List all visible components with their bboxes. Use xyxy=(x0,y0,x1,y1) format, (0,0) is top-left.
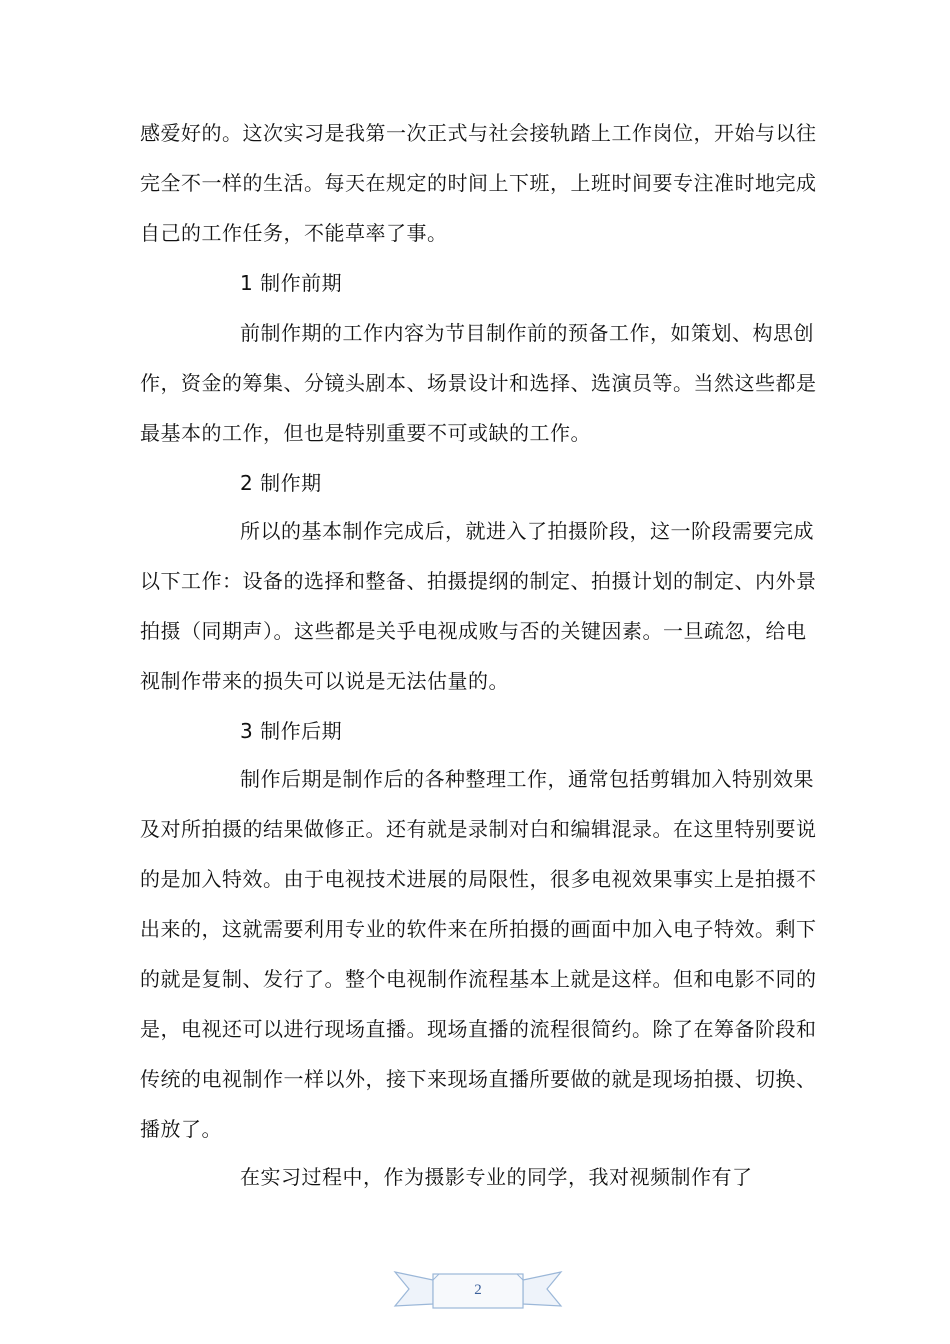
paragraph-line: 制作后期是制作后的各种整理工作，通常包括剪辑加入特别效果 xyxy=(240,767,814,791)
paragraph-line: 的就是复制、发行了。整个电视制作流程基本上就是这样。但和电影不同的 xyxy=(140,967,817,991)
paragraph-line: 完全不一样的生活。每天在规定的时间上下班，上班时间要专注准时地完成 xyxy=(140,171,817,195)
paragraph-line: 前制作期的工作内容为节目制作前的预备工作，如策划、构思创 xyxy=(240,321,814,345)
section-heading-pre-production: 1 制作前期 xyxy=(240,271,343,295)
paragraph-line: 及对所拍摄的结果做修正。还有就是录制对白和编辑混录。在这里特别要说 xyxy=(140,817,817,841)
paragraph-line: 在实习过程中，作为摄影专业的同学，我对视频制作有了 xyxy=(240,1165,753,1189)
paragraph-line: 的是加入特效。由于电视技术进展的局限性，很多电视效果事实上是拍摄不 xyxy=(140,867,817,891)
page-number: 2 xyxy=(474,1282,482,1298)
paragraph-line: 出来的，这就需要利用专业的软件来在所拍摄的画面中加入电子特效。剩下 xyxy=(140,917,817,941)
paragraph-line: 拍摄（同期声）。这些都是关乎电视成败与否的关键因素。一旦疏忽，给电 xyxy=(140,619,807,643)
paragraph-line: 作，资金的筹集、分镜头剧本、场景设计和选择、选演员等。当然这些都是 xyxy=(140,371,817,395)
paragraph-line: 传统的电视制作一样以外，接下来现场直播所要做的就是现场拍摄、切换、 xyxy=(140,1067,817,1091)
paragraph-line: 所以的基本制作完成后，就进入了拍摄阶段，这一阶段需要完成 xyxy=(240,519,814,543)
paragraph-line: 以下工作：设备的选择和整备、拍摄提纲的制定、拍摄计划的制定、内外景 xyxy=(140,569,817,593)
paragraph-line: 视制作带来的损失可以说是无法估量的。 xyxy=(140,669,509,693)
section-heading-post-production: 3 制作后期 xyxy=(240,719,343,743)
paragraph-line: 感爱好的。这次实习是我第一次正式与社会接轨踏上工作岗位，开始与以往 xyxy=(140,121,817,145)
paragraph-line: 最基本的工作，但也是特别重要不可或缺的工作。 xyxy=(140,421,591,445)
paragraph-line: 播放了。 xyxy=(140,1117,222,1141)
paragraph-line: 是，电视还可以进行现场直播。现场直播的流程很简约。除了在筹备阶段和 xyxy=(140,1017,817,1041)
paragraph-line: 自己的工作任务，不能草率了事。 xyxy=(140,221,448,245)
section-heading-production: 2 制作期 xyxy=(240,471,322,495)
